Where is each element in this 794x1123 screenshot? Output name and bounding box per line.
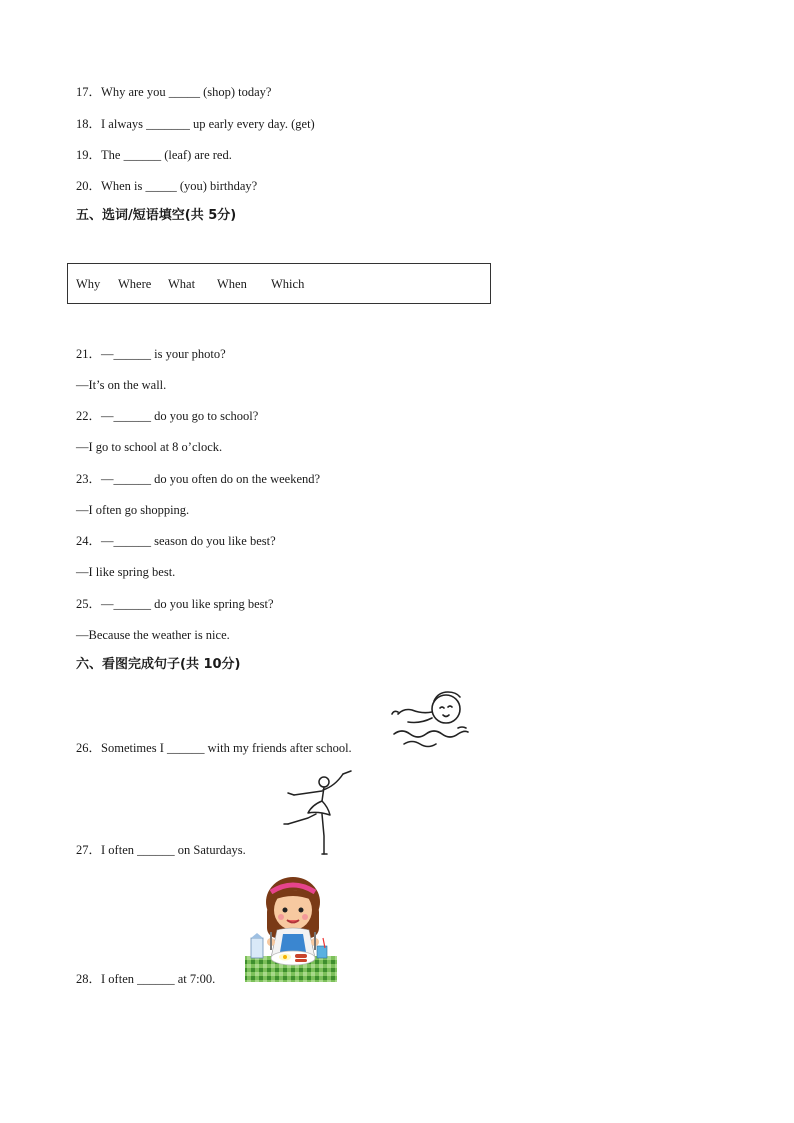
word-bank-item: Why [76,277,101,291]
question-22 [76,408,258,424]
breakfast-girl-icon [243,872,339,984]
question-28 [76,971,215,987]
question-number: 26． [76,741,102,755]
question-18 [76,116,315,132]
question-25 [76,596,274,612]
question-text: —______ do you go to school? [101,409,259,423]
question-text: Sometimes I ______ with my friends after school. [101,741,352,755]
question-number: 25． [76,597,102,611]
question-number: 19． [76,148,102,162]
question-19 [76,147,232,163]
question-21 [76,346,226,362]
word-bank-item: Where [118,277,152,291]
swimming-boy-icon [388,688,472,752]
question-number: 28． [76,972,102,986]
question-20 [76,178,257,194]
word-bank-item: Which [271,277,305,291]
question-23 [76,471,320,487]
word-bank-item: When [217,277,247,291]
question-text: I often ______ at 7:00. [101,972,216,986]
question-text: Why are you _____ (shop) today? [101,85,272,99]
question-26 [76,740,352,756]
question-text: —______ season do you like best? [101,534,276,548]
question-number: 17． [76,85,102,99]
question-number: 24． [76,534,102,548]
answer-24: —I like spring best. [76,565,176,579]
question-number: 20． [76,179,102,193]
answer-23: —I often go shopping. [76,503,190,517]
answer-21: —It’s on the wall. [76,378,167,392]
question-27 [76,842,246,858]
question-text: When is _____ (you) birthday? [101,179,258,193]
section-5-heading: 五、选词/短语填空(共 5分) [76,208,237,223]
question-number: 22． [76,409,102,423]
question-24 [76,533,276,549]
answer-22: —I go to school at 8 o’clock. [76,440,223,454]
question-number: 27． [76,843,102,857]
question-text: —______ do you often do on the weekend? [101,472,321,486]
question-text: The ______ (leaf) are red. [101,148,232,162]
question-number: 23． [76,472,102,486]
answer-25: —Because the weather is nice. [76,628,230,642]
question-17 [76,84,271,100]
question-text: I often ______ on Saturdays. [101,843,246,857]
dancing-girl-icon [272,768,358,858]
word-bank-item: What [168,277,196,291]
question-text: —______ do you like spring best? [101,597,274,611]
section-6-heading: 六、看图完成句子(共 10分) [76,657,241,672]
question-text: —______ is your photo? [101,347,226,361]
question-number: 21． [76,347,102,361]
question-text: I always _______ up early every day. (get) [101,117,315,131]
question-number: 18． [76,117,102,131]
word-bank [67,263,491,304]
